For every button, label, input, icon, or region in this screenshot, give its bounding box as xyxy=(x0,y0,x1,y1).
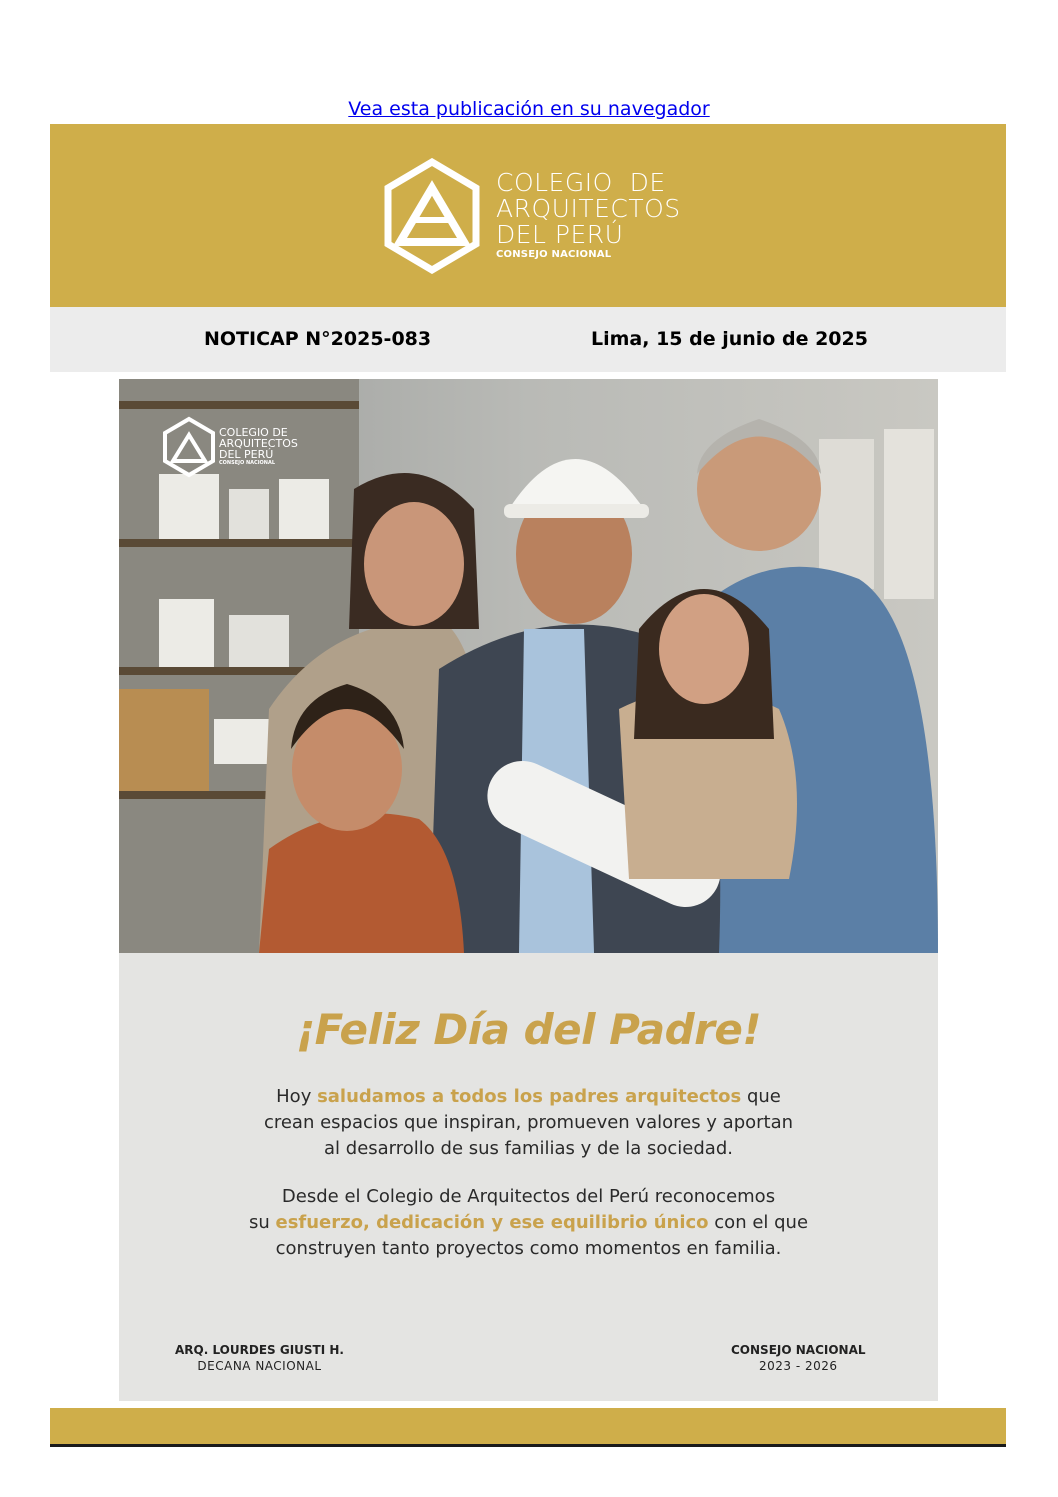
notice-date: Lima, 15 de junio de 2025 xyxy=(591,328,868,350)
para2-line-3: construyen tanto proyectos como momentos en familia. xyxy=(275,1238,782,1259)
card-logo-text xyxy=(219,427,298,467)
card-logo-line-3: DEL PERÚ xyxy=(219,448,274,461)
logo-subtitle: CONSEJO NACIONAL xyxy=(496,249,612,260)
para1-line-2: crean espacios que inspiran, promueven valores y aportan xyxy=(263,1112,794,1133)
greeting-paragraph-2 xyxy=(119,1184,938,1262)
logo-line-3: DEL PERÚ xyxy=(496,220,624,249)
signature-right-name: CONSEJO NACIONAL xyxy=(731,1343,866,1357)
signature-left-role: DECANA NACIONAL xyxy=(197,1359,322,1373)
signature-right xyxy=(731,1343,866,1373)
para2-line-1: Desde el Colegio de Arquitectos del Perú reconocemos xyxy=(281,1186,776,1207)
card-logo-line-1: COLEGIO DE xyxy=(219,426,288,439)
greeting-message xyxy=(119,953,938,1401)
para1-l1-highlight: saludamos a todos los padres arquitectos xyxy=(317,1086,742,1107)
fathers-day-card xyxy=(119,379,938,1401)
para1-line-3: al desarrollo de sus familias y de la sociedad. xyxy=(324,1138,733,1159)
signature-left xyxy=(175,1343,344,1373)
para1-line-1 xyxy=(119,1084,938,1110)
logo-line-2: ARQUITECTOS xyxy=(496,194,681,223)
greeting-paragraph-1 xyxy=(119,1084,938,1162)
para1-l1-a: Hoy xyxy=(276,1086,318,1107)
para1-l1-c: que xyxy=(741,1086,781,1107)
family-photo xyxy=(119,379,938,953)
para2-line-2 xyxy=(119,1210,938,1236)
logo-wordmark xyxy=(496,170,681,262)
para2-l2-a: su xyxy=(248,1212,276,1233)
card-logo-line-2: ARQUITECTOS xyxy=(219,437,298,450)
greeting-title: ¡Feliz Día del Padre! xyxy=(295,1005,762,1054)
signature-right-role: 2023 - 2026 xyxy=(758,1359,838,1373)
notice-info-bar xyxy=(50,307,1006,372)
notice-number: NOTICAP N°2025-083 xyxy=(204,328,432,350)
card-logo-subtitle: CONSEJO NACIONAL xyxy=(219,460,276,466)
brand-banner xyxy=(50,124,1006,307)
view-in-browser-link[interactable]: Vea esta publicación en su navegador xyxy=(348,98,710,120)
footer-bar xyxy=(50,1408,1006,1447)
signature-left-name: ARQ. LOURDES GIUSTI H. xyxy=(175,1343,344,1357)
para2-l2-c: con el que xyxy=(708,1212,809,1233)
hexagon-triangle-logo-icon xyxy=(384,158,480,274)
logo-line-1: COLEGIO DE xyxy=(496,168,666,197)
para2-l2-highlight: esfuerzo, dedicación y ese equilibrio único xyxy=(275,1212,709,1233)
